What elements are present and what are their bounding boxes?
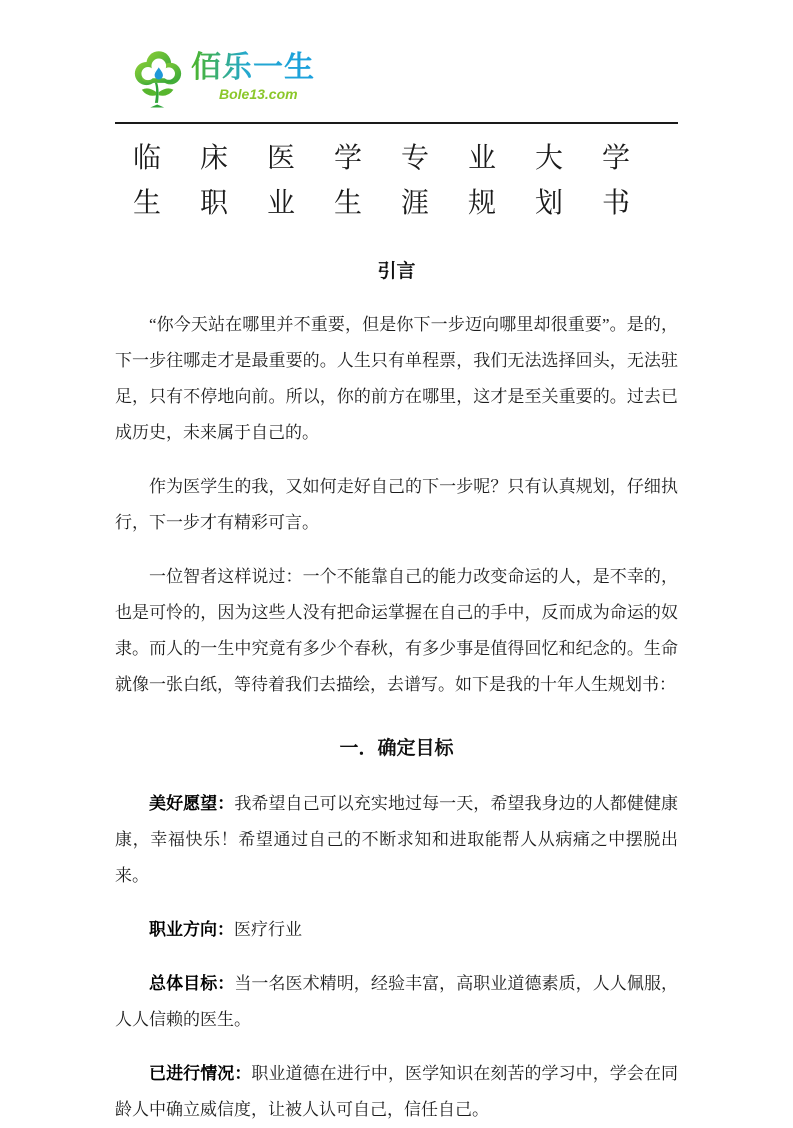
logo — [115, 50, 678, 114]
document-title — [115, 136, 678, 226]
goal-item-direction — [115, 912, 678, 948]
intro-paragraph-3: 一位智者这样说过：一个不能靠自己的能力改变命运的人，是不幸的，也是可怜的，因为这些人没有把命运掌握在自己的手中，反而成为命运的奴隶。而人的一生中究竟有多少个春秋，有多少事是值得回忆和纪念的。生命就像一张白纸，等待着我们去描绘，去谱写。如下是我的十年人生规划书： — [115, 567, 678, 694]
logo-domain: Bole13.com — [219, 86, 298, 102]
logo-text — [191, 50, 315, 102]
goal-item-progress — [115, 1056, 678, 1128]
bole-tree-logo-icon — [131, 50, 185, 108]
goal-item-wish-text: 我希望自己可以充实地过每一天，希望我身边的人都健健康康，幸福快乐！希望通过自己的不断求知和进取能帮人从病痛之中摆脱出来。 — [115, 794, 679, 885]
goals-heading: 一．确定目标 — [339, 738, 454, 759]
goal-item-overall-text: 当一名医术精明，经验丰富，高职业道德素质，人人佩服，人人信赖的医生。 — [115, 974, 679, 1029]
goal-item-overall-label: 总体目标： — [149, 974, 235, 993]
document-title-line-2: 生职业生涯规划书 — [133, 188, 670, 219]
header-divider — [115, 122, 678, 124]
intro-paragraph-2: 作为医学生的我，又如何走好自己的下一步呢？只有认真规划，仔细执行，下一步才有精彩可言。 — [115, 477, 678, 532]
goal-item-progress-label: 已进行情况： — [149, 1064, 252, 1083]
document-title-line-1: 临床医学专业大学 — [133, 143, 670, 174]
intro-paragraph-1: “你今天站在哪里并不重要，但是你下一步迈向哪里却很重要”。是的，下一步往哪走才是最重要的。人生只有单程票，我们无法选择回头，无法驻足，只有不停地向前。所以，你的前方在哪里，这才是至关重要的。过去已成历史，未来属于自己的。 — [115, 315, 678, 442]
goal-item-direction-label: 职业方向： — [149, 920, 234, 939]
goal-item-direction-text: 医疗行业 — [234, 920, 302, 939]
goal-item-overall — [115, 966, 678, 1038]
logo-brand-name: 佰乐一生 — [191, 51, 315, 84]
intro-heading: 引言 — [377, 261, 416, 282]
goal-item-wish — [115, 786, 678, 894]
goal-item-progress-text: 职业道德在进行中，医学知识在刻苦的学习中，学会在同龄人中确立威信度，让被人认可自己，信任自己。 — [115, 1064, 679, 1119]
goal-item-wish-label: 美好愿望： — [149, 794, 235, 813]
